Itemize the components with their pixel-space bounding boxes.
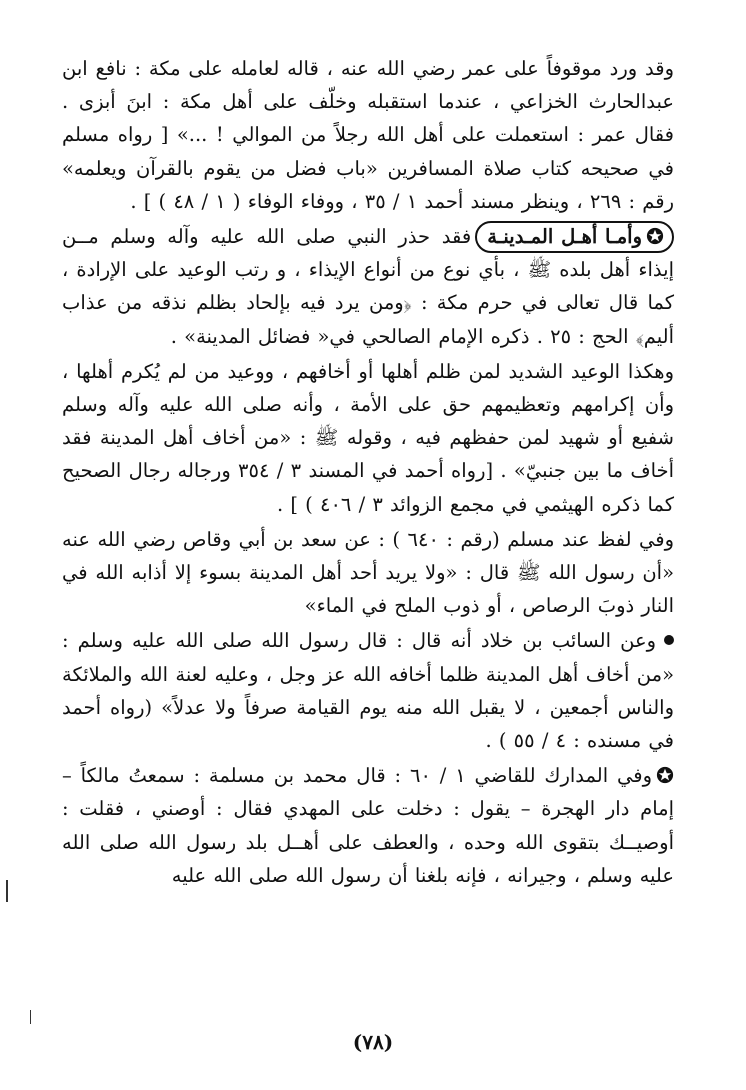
page-body [62, 52, 674, 892]
star-in-circle-icon [656, 766, 674, 784]
star-in-circle-icon [646, 227, 664, 245]
paragraph-6-text: وفي المدارك للقاضي ١ / ٦٠ : قال محمد بن مسلمة : سمعتُ مالكاً – إمام دار الهجرة – يقول : دخلت على المهدي فقال : أوصني ، فقلت : أوصيــك بتقوى الله وحده ، والعطف على أهــل بلد رسول الله صلى الله عليه وسلم ، وجيرانه ، فإنه بلغنا أن رسول الله صلى الله عليه [62, 764, 674, 887]
scan-margin-mark [6, 880, 8, 902]
paragraph-1: وقد ورد موقوفاً على عمر رضي الله عنه ، قاله لعامله على مكة : نافع ابن عبدالحارث الخزاعي ، عندما استقبله وخلّف على أهل مكة : ابنَ أبزى . فقال عمر : استعملت على أهل الله رجلاً من الموالي ! ...» [ رواه مسلم في صحيحه كتاب صلاة المسافرين «باب فضل من يقوم بالقرآن ويعلمه» رقم : ٢٦٩ ، وينظر مسند أحمد ١ / ٣٥ ، ووفاء الوفاء ( ١ / ٤٨ ) ] . [62, 57, 674, 213]
paragraph-6 [62, 759, 674, 892]
page-number: (٧٨) [352, 1030, 394, 1054]
section-heading-label: وأمـا أهـل المـدينـة [487, 225, 642, 249]
section-heading-madinah [475, 221, 674, 253]
paragraph-2 [62, 220, 674, 353]
paragraph-3: وهكذا الوعيد الشديد لمن ظلم أهلها أو أخافهم ، ووعيد من لم يُكرم أهلها ، وأن إكرامهم وتعظيمهم حق على الأمة ، وأنه صلى الله عليه وآله وسلم شفيع أو شهيد لمن حفظهم فيه ، وقوله ﷺ : «من أخاف أهل المدينة فقد أخاف ما بين جنبيّ» . [رواه أحمد في المسند ٣ / ٣٥٤ ورجاله رجال الصحيح كما ذكره الهيثمي في مجمع الزوائد ٣ / ٤٠٦ ) ] . [62, 359, 675, 516]
paragraph-5-text: وعن السائب بن خلاد أنه قال : قال رسول الله صلى الله عليه وسلم : «من أخاف أهل المدينة ظلما أخافه الله عز وجل ، وعليه لعنة الله والملائكة والناس أجمعين ، لا يقبل الله منه يوم القيامة صرفاً ولا عدلاً» (رواه أحمد في مسنده : ٤ / ٥٥ ) . [62, 629, 674, 753]
paragraph-5 [62, 624, 674, 757]
scan-margin-mark [30, 1010, 31, 1024]
paragraph-2-text: فقد حذر النبي صلى الله عليه وآله وسلم مــن إيذاء أهل بلده ﷺ ، بأي نوع من أنواع الإيذاء ، و رتب الوعيد على الإرادة ، كما قال تعالى في حرم مكة : ﴿ومن يرد فيه بإلحاد بظلم نذقه من عذاب أليم﴾ الحج : ٢٥ . ذكره الإمام الصالحي في« فضائل المدينة» . [62, 225, 674, 348]
paragraph-4: وفي لفظ عند مسلم (رقم : ٦٤٠ ) : عن سعد بن أبي وقاص رضي الله عنه «أن رسول الله ﷺ قال : «ولا يريد أحد أهل المدينة بسوء إلا أذابه الله في النار ذوبَ الرصاص ، أو ذوب الملح في الماء» [62, 527, 675, 618]
bullet-dot-icon [664, 635, 674, 645]
